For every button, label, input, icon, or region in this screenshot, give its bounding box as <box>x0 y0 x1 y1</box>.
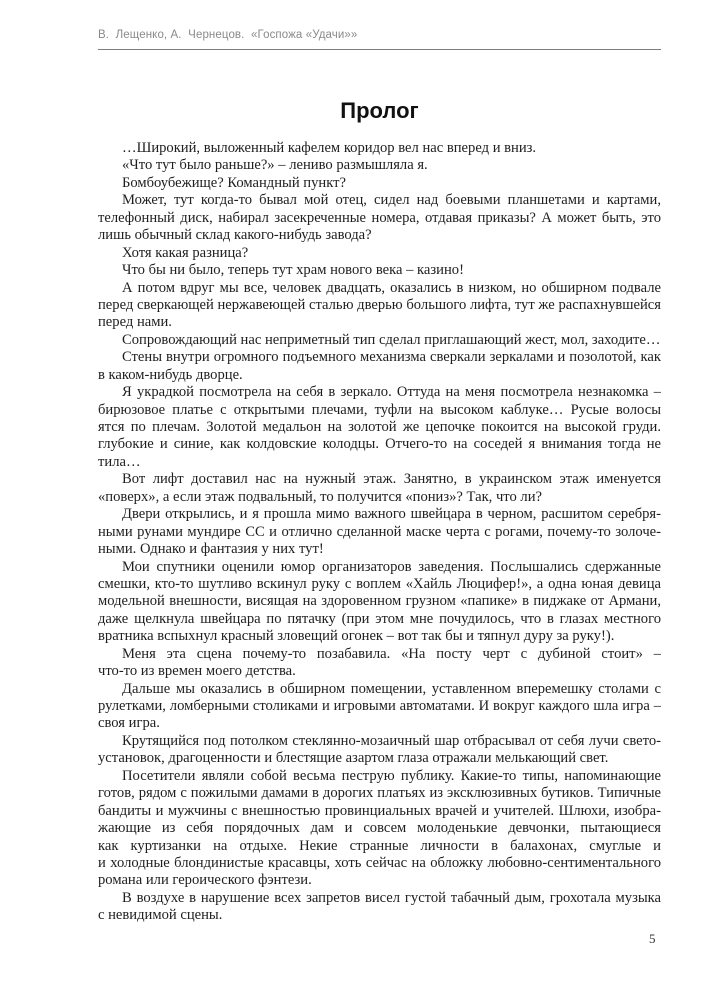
text-line: бирюзовое платье с открытыми плечами, туфли на высоком каблуке… Русые волосы <box>98 401 661 418</box>
paragraph <box>98 245 661 262</box>
text-line: «Что тут было раньше?» – лениво размышляла я. <box>122 157 428 174</box>
text-line: перед сверкающей нержавеющей сталью дверью большого лифта, тут же распахнувшейся <box>98 296 661 313</box>
text-line: Меня эта сцена почему-то позабавила. «На посту черт с дубиной стоит» – <box>122 645 661 662</box>
text-line: Дальше мы оказались в обширном помещении, уставленном вперемешку столами с <box>122 680 661 697</box>
running-header: В. Лещенко, А. Чернецов. «Госпожа «Удачи»» <box>98 29 358 41</box>
text-line: глубокие и синие, как колдовские колодцы. Отчего-то на соседей я внимания тогда не <box>98 436 661 453</box>
paragraph <box>98 140 661 157</box>
text-line: …Широкий, выложенный кафелем коридор вел нас вперед и вниз. <box>122 140 537 156</box>
chapter-title: Пролог <box>340 98 419 123</box>
text-line: Я украдкой посмотрела на себя в зеркало. Оттуда на меня посмотрела незнакомка – <box>122 384 661 401</box>
text-line: с невидимой сцены. <box>98 907 223 924</box>
text-line: Может, тут когда-то бывал мой отец, сидел над боевыми планшетами и картами, <box>122 192 661 209</box>
text-line: тила… <box>98 453 141 470</box>
text-line: Крутящийся под потолком стеклянно-мозаичный шар отбрасывал от себя лучи свето- <box>122 732 661 749</box>
text-line: романа или героического фэнтези. <box>98 872 312 889</box>
text-line: даже щелкнула швейцара по пятачку (при этом мне почудилось, что в глазах местного <box>98 610 661 627</box>
header-divider <box>98 49 661 50</box>
paragraph <box>98 192 661 244</box>
text-line: установок, драгоценности и блестящие азартом глаза отражали мелькающий свет. <box>98 750 609 767</box>
text-line: Вот лифт доставил нас на нужный этаж. Занятно, в украинском этаж именуется <box>122 471 661 488</box>
paragraph <box>98 768 661 890</box>
paragraph <box>98 471 661 506</box>
paragraph <box>98 332 661 349</box>
text-line: ятся по плечам. Золотой медальон на золотой же цепочке покоится на высокой груди. <box>98 419 661 435</box>
text-line: В воздухе в нарушение всех запретов висел густой табачный дым, грохотала музыка <box>122 889 661 906</box>
text-line: жающие из себя порядочных дам и совсем молоденькие девчонки, пытающиеся <box>98 820 661 837</box>
text-line: перед нами. <box>98 314 172 331</box>
paragraph <box>98 681 661 733</box>
text-line: и холодные блондинистые красавцы, хоть сейчас на обложку любовно-сентиментального <box>98 854 661 871</box>
body-text <box>98 140 661 925</box>
paragraph <box>98 157 661 174</box>
text-line: бандиты и мужчины с внешностью провинциальных врачей и учителей. Шлюхи, изобра- <box>98 802 661 819</box>
text-line: в каком-нибудь дворце. <box>98 366 243 383</box>
text-line: лишь обычный склад какого-нибудь завода? <box>98 227 372 244</box>
text-line: Бомбоубежище? Командный пункт? <box>122 174 346 191</box>
paragraph <box>98 280 661 332</box>
text-line: готов, рядом с пожилыми дамами в дорогих платьях из эксклюзивных бутиков. Типичные <box>98 785 661 802</box>
text-line: как куртизанки на отдыхе. Некие странные личности в балахонах, смуглые и <box>98 837 661 854</box>
text-line: Посетители являли собой весьма пеструю публику. Какие-то типы, напоминающие <box>122 767 661 784</box>
text-line: что-то из времен моего детства. <box>98 663 296 680</box>
text-line: «поверх», а если этаж подвальный, то получится «пониз»? Так, что ли? <box>98 488 542 505</box>
paragraph <box>98 733 661 768</box>
text-line: модельной внешности, висящая на здоровенном грузном «папике» в пиджаке от Армани, <box>98 593 661 610</box>
paragraph <box>98 384 661 471</box>
text-line: Хотя какая разница? <box>122 244 249 261</box>
text-line: Что бы ни было, теперь тут храм нового века – казино! <box>122 262 464 279</box>
paragraph <box>98 890 661 925</box>
paragraph <box>98 506 661 558</box>
paragraph <box>98 175 661 192</box>
text-line: своя игра. <box>98 715 160 732</box>
text-line: рулетками, ломберными столиками и игровыми автоматами. И вокруг каждого шла игра – <box>98 698 661 714</box>
paragraph <box>98 559 661 646</box>
text-line: Стены внутри огромного подъемного механизма сверкали зеркалами и позолотой, как <box>122 349 661 366</box>
text-line: Мои спутники оценили юмор организаторов заведения. Послышались сдержанные <box>122 558 661 575</box>
text-line: смешки, кто-то шутливо вскинул руку с воплем «Хайль Люцифер!», а одна юная девица <box>98 575 661 592</box>
text-line: телефонный диск, набирал засекреченные номера, отдавая приказы? А может быть, это <box>98 209 661 226</box>
text-line: Двери открылись, и я прошла мимо важного швейцара в черном, расшитом серебря- <box>122 506 661 523</box>
text-line: ными рунами мундире СС и отлично сделанной маске черта с рогами, почему-то золоче- <box>98 523 661 540</box>
text-line: ными. Однако и фантазия у них тут! <box>98 541 324 558</box>
paragraph <box>98 349 661 384</box>
text-line: вратника вспыхнул красный зловещий огонек – вот так бы и тяпнул дуру за руку!). <box>98 628 615 645</box>
text-line: А потом вдруг мы все, человек двадцать, оказались в низком, но обширном подвале <box>122 279 661 296</box>
text-line: Сопровождающий нас неприметный тип сделал приглашающий жест, мол, заходите… <box>122 331 661 348</box>
paragraph <box>98 262 661 279</box>
page-number: 5 <box>649 931 656 946</box>
paragraph <box>98 646 661 681</box>
